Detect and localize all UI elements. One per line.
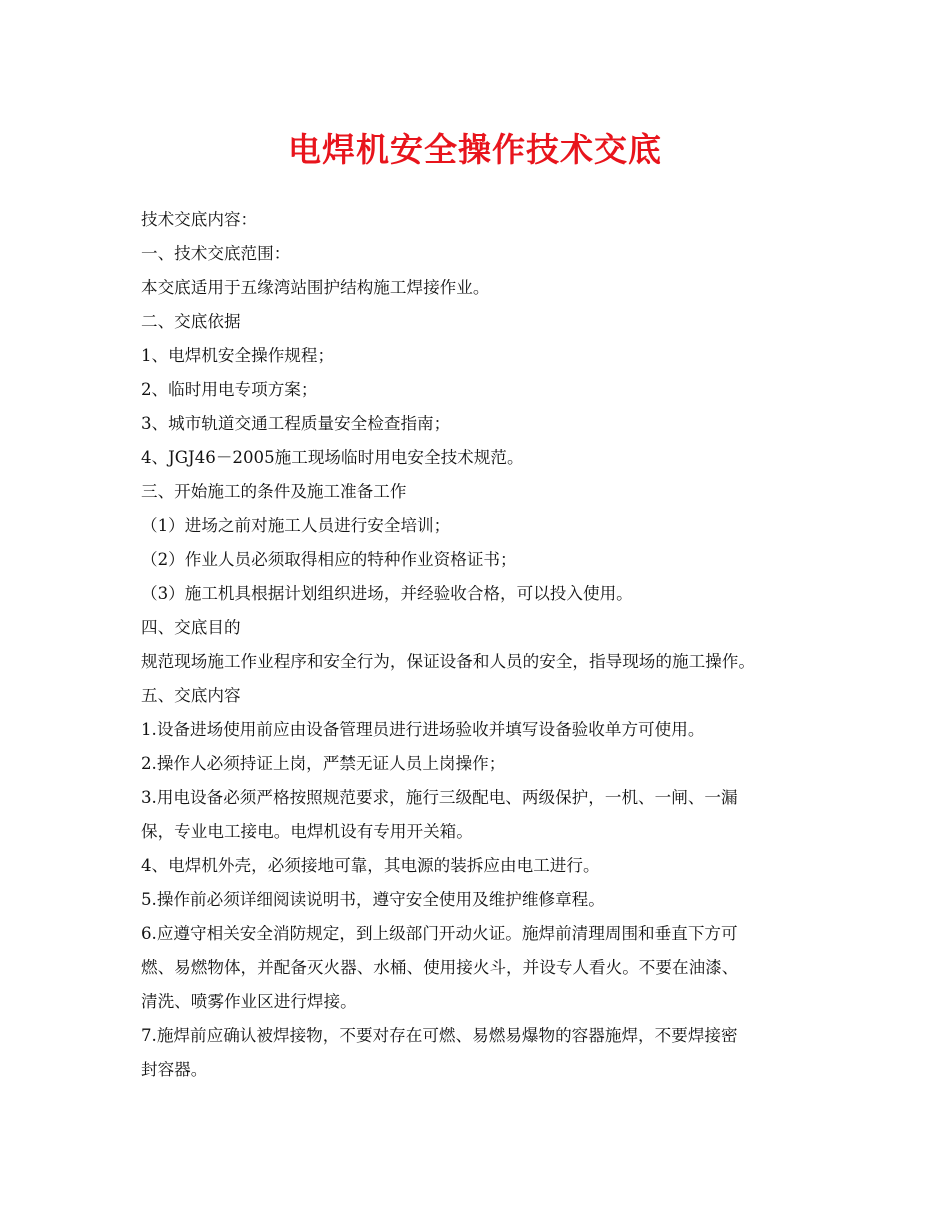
text-line: 三、开始施工的条件及施工准备工作 — [141, 482, 407, 501]
text-line: 1.设备进场使用前应由设备管理员进行进场验收并填写设备验收单方可使用。 — [141, 720, 705, 739]
text-line: 5.操作前必须详细阅读说明书，遵守安全使用及维护维修章程。 — [141, 890, 605, 909]
text-line: （1）进场之前对施工人员进行安全培训； — [141, 516, 451, 535]
text-line: 2.操作人必须持证上岗，严禁无证人员上岗操作； — [141, 754, 506, 773]
text-line: 6.应遵守相关安全消防规定，到上级部门开动火证。施焊前清理周围和垂直下方可 — [141, 924, 738, 943]
text-line: 四、交底目的 — [141, 618, 241, 637]
text-line: 3、城市轨道交通工程质量安全检查指南； — [141, 414, 451, 433]
document-body — [141, 203, 821, 1087]
text-line: 清洗、喷雾作业区进行焊接。 — [141, 992, 357, 1011]
text-line: 2、临时用电专项方案； — [141, 380, 318, 399]
text-line: 本交底适用于五缘湾站围护结构施工焊接作业。 — [141, 278, 490, 297]
text-line: 1、电焊机安全操作规程； — [141, 346, 335, 365]
text-line: 7.施焊前应确认被焊接物，不要对存在可燃、易燃易爆物的容器施焊，不要焊接密 — [141, 1026, 738, 1045]
text-line: （2）作业人员必须取得相应的特种作业资格证书； — [141, 550, 517, 569]
text-line: 保，专业电工接电。电焊机设有专用开关箱。 — [141, 822, 473, 841]
document-title: 电焊机安全操作技术交底 — [288, 130, 662, 169]
text-line: 4、电焊机外壳，必须接地可靠，其电源的装拆应由电工进行。 — [141, 856, 600, 875]
text-line: 燃、易燃物体，并配备灭火器、水桶、使用接火斗，并设专人看火。不要在油漆、 — [141, 958, 739, 977]
text-line: 技术交底内容： — [141, 210, 258, 229]
text-line: （3）施工机具根据计划组织进场，并经验收合格，可以投入使用。 — [141, 584, 633, 603]
text-line: 4、JGJ46－2005施工现场临时用电安全技术规范。 — [141, 448, 524, 467]
text-line: 3.用电设备必须严格按照规范要求，施行三级配电、两级保护，一机、一闸、一漏 — [141, 788, 738, 807]
text-line: 五、交底内容 — [141, 686, 241, 705]
text-line: 规范现场施工作业程序和安全行为，保证设备和人员的安全，指导现场的施工操作。 — [141, 652, 755, 671]
text-line: 封容器。 — [141, 1060, 208, 1079]
text-line: 二、交底依据 — [141, 312, 241, 331]
text-line: 一、技术交底范围： — [141, 244, 291, 263]
